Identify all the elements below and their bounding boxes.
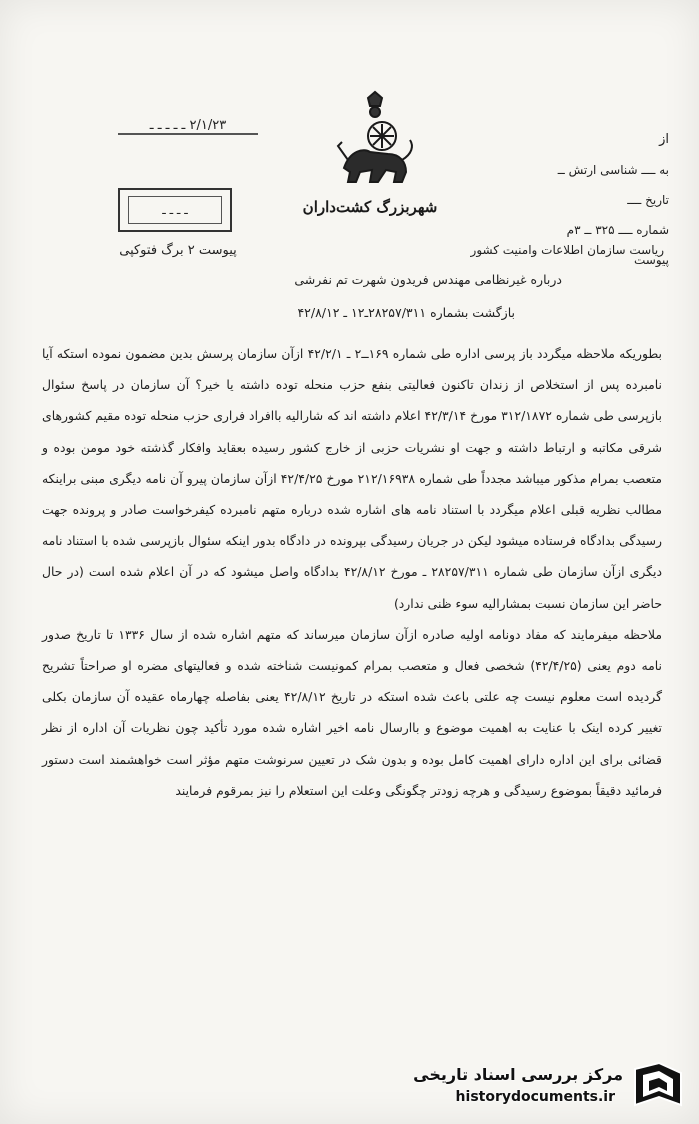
attachment-note: پیوست ۲ برگ فتوکپی <box>119 243 237 258</box>
watermark-title: مرکز بررسی اسناد تاریخی <box>413 1065 623 1084</box>
to-field: به ــــ شناسی ارتش ــ <box>557 163 669 177</box>
reference-line: بازگشت بشماره ۲۸۲۵۷/۳۱۱ـ۱۲ ـ ۴۲/۸/۱۲ <box>297 305 515 320</box>
watermark <box>410 1055 695 1117</box>
subject-line: درباره غیرنظامی مهندس فریدون شهرت تم نفرشی <box>294 272 562 287</box>
book-emblem-icon <box>629 1059 687 1113</box>
body-paragraph-1: بطوریکه ملاحظه میگردد باز پرسی اداره طی شماره ۱۶۹ــ۲ ـ ۴۲/۲/۱ ازآن سازمان پرسش بدین مضمون نموده استکه آیا نامبرده پس از استخلاص از زندان تاکنون فعالیتی بنفع حزب منحله توده داشته یا خیر؟ آن سازمان در پاسخ سئوال بازپرسی طی شماره ۳۱۲/۱۸۷۲ مورخ ۴۲/۳/۱۴ اعلام داشته اند که شارالیه باافراد فراری حزب منحله توده مقیم کشورهای شرقی مکاتبه و ارتباط داشته و جهت او نشریات حزبی از خارج کشور رسیده بعقاید وافکار گذشته خود مومن بوده و متعصب بمرام مذکور میباشد مجدداً طی شماره ۲۱۲/۱۶۹۳۸ مورخ ۴۲/۴/۲۵ ازآن سازمان پیرو آن نامه دیگری مبنی براینکه مطالب نظریه قبلی اعلام میگردد با استناد نامه های اشاره شده درباره متهم نامبرده کیفرخواست صادر و پرونده جهت رسیدگی بدادگاه فرستاده میشود لیکن در جریان رسیدگی بپرونده در دادگاه بدور اینکه سئوال بازپرسی شده با استناد نامه دیگری ازآن سازمان طی شماره ۲۸۲۵۷/۳۱۱ ـ مورخ ۴۲/۸/۱۲ بدادگاه واصل میشود که در آن اعلام شده است (در حال حاضر این سازمان نسبت بمشارالیه سوء ظنی ندارد) <box>42 346 663 611</box>
attachment-field: پیوست <box>634 253 669 267</box>
date-field: تاریخ ــــ <box>627 193 669 207</box>
handwritten-reference: ۲/۱/۲۳ ـ ـ ـ ـ ـ <box>118 118 258 135</box>
received-stamp <box>118 188 232 232</box>
body-paragraph-2: ملاحظه میفرمایند که مفاد دونامه اولیه صادره ازآن سازمان میرساند که متهم اشاره شده از سال ۱۳۳۶ تا تاریخ صدور نامه دوم یعنی (۴۲/۴/۲۵) شخصی فعال و متعصب بمرام کمونیست شناخته شده و فعالیتهای مضره او صراحتاً تشریح گردیده است معلوم نیست چه علتی باعث شده استکه در تاریخ ۴۲/۸/۱۲ یعنی بفاصله چهارماه عقیده آن سازمان بکلی تغییر کرده اینک با عنایت به اهمیت موضوع و باارسال نامه اخیر اشاره شده مورد تأکید چون نظریات آن اداره از نظر قضائی برای این اداره دارای اهمیت کامل بوده و بدون شک در تعیین سرنوشت متهم مؤثر است خواهشمند است دستور فرمائید دقیقاً بموضوع رسیدگی و هرچه زودتر چگونگی وعلت این استعلام را نیز بمرقوم فرمایند <box>42 626 663 798</box>
stamp-text: ـ ـ ـ ـ <box>128 196 222 224</box>
letter-body <box>42 338 662 806</box>
from-field: از <box>659 132 669 147</box>
recipient-line: ریاست سازمان اطلاعات وامنیت کشور <box>470 243 664 257</box>
lion-and-sun-emblem-icon <box>330 90 420 195</box>
watermark-url: historydocuments.ir <box>455 1089 615 1105</box>
organization-title: شهربزرگ کشت‌داران <box>302 198 438 216</box>
number-field: شماره ــــ ۳۲۵ ــ ۳م <box>566 223 669 237</box>
